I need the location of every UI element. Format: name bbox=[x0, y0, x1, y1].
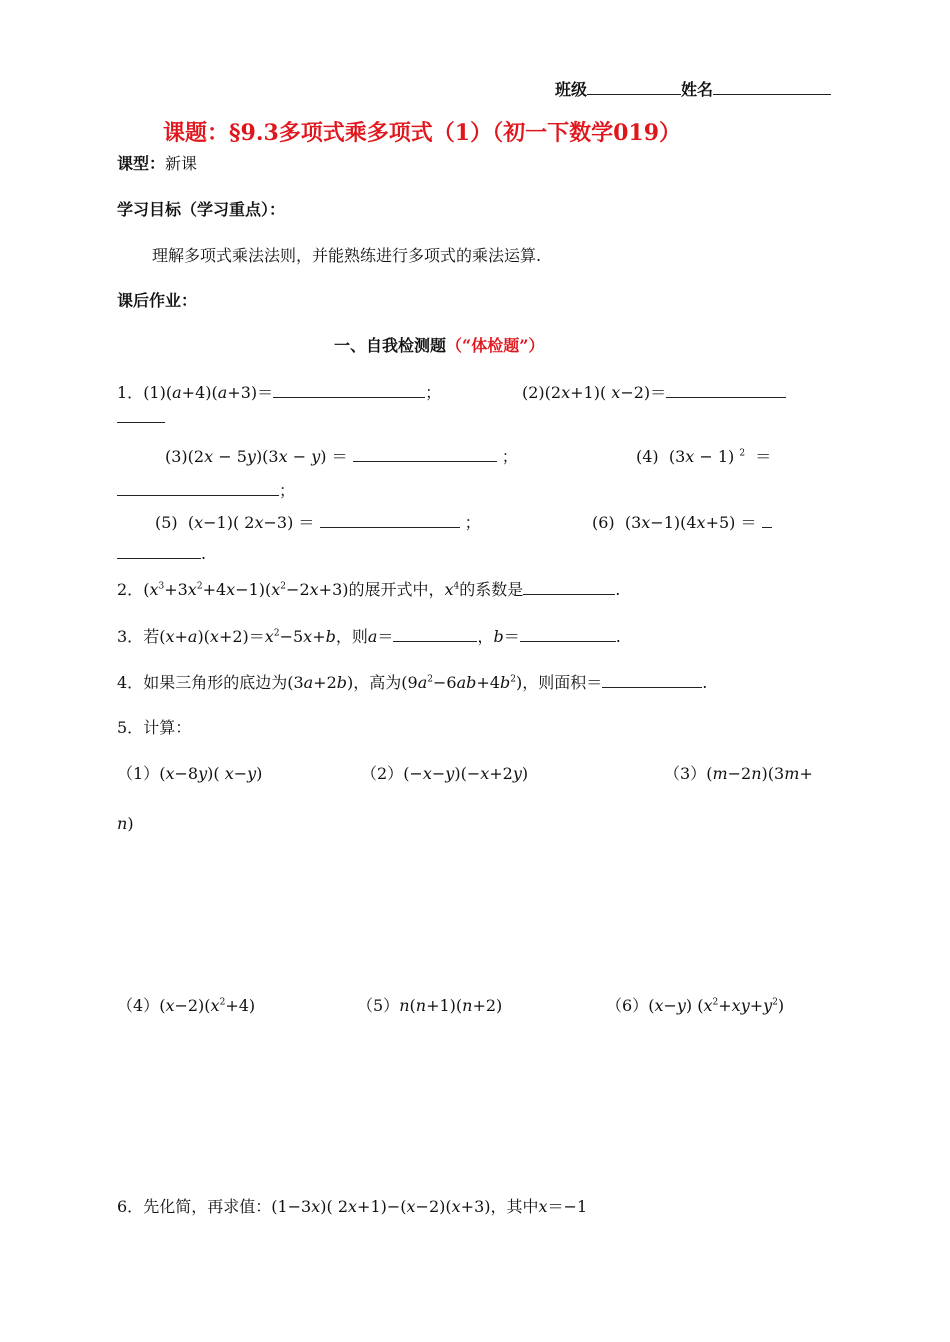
q1-part2-blank-cont[interactable] bbox=[117, 412, 165, 423]
q1-line1-left: 1．(1)(a+4)(a+3)＝ ； bbox=[117, 383, 442, 402]
q6-where: ，其中 bbox=[490, 1197, 539, 1216]
lesson-type bbox=[117, 151, 197, 174]
q1-part4-label: (4) bbox=[636, 447, 659, 466]
q6-line: 6．先化简，再求值：(1−3x)( 2x+1)−(x−2)(x+3)，其中x＝−1 bbox=[117, 1197, 588, 1216]
q2-number: 2． bbox=[117, 580, 144, 599]
q1-line3-left: (5) (x−1)( 2x−3) ＝ ； bbox=[155, 513, 481, 532]
q5-number: 5． bbox=[117, 718, 144, 737]
q1-part2-label: (2) bbox=[522, 383, 545, 402]
q1-part6-label: (6) bbox=[592, 513, 615, 532]
q5-part3-cont: n) bbox=[117, 814, 134, 833]
header-class-name bbox=[555, 77, 831, 100]
q1-part2-blank[interactable] bbox=[666, 383, 786, 398]
page-title: 课题：§9.3多项式乘多项式（1）（初一下数学019） bbox=[163, 120, 682, 146]
lesson-type-value: 新课 bbox=[165, 154, 198, 173]
objectives-heading: 学习目标（学习重点）： bbox=[117, 200, 286, 219]
section1-heading bbox=[334, 333, 544, 356]
q5-part4: $(4)(x-2)(x^2+4)$ bbox=[117, 996, 256, 1015]
q5-part1: （1）(x−8y)( x−y) bbox=[117, 764, 263, 783]
q2-blank[interactable] bbox=[523, 580, 615, 595]
q6-number: 6． bbox=[117, 1197, 144, 1216]
q5-part5-label: （5） bbox=[357, 996, 400, 1015]
objectives-text: 理解多项式乘法法则，并能熟练进行多项式的乘法运算. bbox=[152, 246, 542, 265]
lesson-type-label: 课型： bbox=[117, 154, 166, 173]
q1-part6-blank-cont[interactable] bbox=[117, 544, 201, 559]
q3-blank-b[interactable] bbox=[520, 627, 616, 642]
q3-text: 若 bbox=[143, 627, 160, 646]
q1-part3-label: (3) bbox=[165, 447, 188, 466]
q4-number: 4． bbox=[117, 673, 144, 692]
q1-line2-right: (4) (3x − 1) $^2$ ＝ bbox=[636, 447, 772, 466]
q1-part4-blank-line: ； bbox=[117, 478, 295, 501]
section1-title: 一、自我检测题 bbox=[334, 336, 447, 355]
q3-then: ，则 bbox=[335, 627, 368, 646]
q6-text: 先化简，再求值： bbox=[143, 1197, 272, 1216]
q1-part6-blank[interactable] bbox=[762, 513, 772, 528]
q1-line1-right: (2)(2x+1)( x−2)＝ bbox=[522, 380, 786, 403]
q5-part6-label: （6） bbox=[606, 996, 649, 1015]
q1-part3-blank[interactable] bbox=[353, 447, 497, 462]
homework-heading: 课后作业： bbox=[117, 291, 198, 310]
q1-part1-label: (1) bbox=[143, 383, 166, 402]
q4-line: 4．如果三角形的底边为(3a+2b)，高为$(9a^2-6ab+4b^2)$，则面积＝ . bbox=[117, 673, 708, 692]
q3-line: 3．若$(x+a)(x+2)=x^2-5x+b$，则a＝ ，b＝ . bbox=[117, 627, 621, 646]
q5-label: 计算： bbox=[143, 718, 192, 737]
q4-text2: ，高为 bbox=[353, 673, 402, 692]
q2-text-mid: 的展开式中， bbox=[348, 580, 445, 599]
q4-blank[interactable] bbox=[602, 673, 702, 688]
q1-line3-right: (6) (3x−1)(4x+5) ＝ bbox=[592, 510, 772, 533]
q5-part4-label: （4） bbox=[117, 996, 160, 1015]
q1-part5-label: (5) bbox=[155, 513, 178, 532]
q2-line: 2．$(x^3+3x^2+4x-1)(x^2-2x+3)$的展开式中，$x^4$的系数是 . bbox=[117, 580, 621, 599]
q1-line2-left: (3)(2x − 5y)(3x − y) ＝ ； bbox=[165, 447, 518, 466]
class-blank[interactable] bbox=[587, 80, 681, 95]
q5-heading bbox=[117, 715, 191, 738]
q1-part4-blank[interactable] bbox=[117, 481, 279, 496]
q1-part6-blank-line: . bbox=[117, 544, 206, 563]
q5-part2: （2）(−x−y)(−x+2y) bbox=[361, 764, 529, 783]
q3-number: 3． bbox=[117, 627, 144, 646]
name-label: 姓名 bbox=[681, 80, 714, 99]
q2-text-end: 的系数是 bbox=[459, 580, 524, 599]
section1-subtitle: （“体检题”） bbox=[446, 336, 545, 355]
q5-part2-label: （2） bbox=[361, 764, 404, 783]
q1-number: 1． bbox=[117, 383, 144, 402]
q4-text3: ，则面积＝ bbox=[522, 673, 603, 692]
q1-part5-blank[interactable] bbox=[320, 513, 460, 528]
class-label: 班级 bbox=[555, 80, 588, 99]
q5-part3: （3）(m−2n)(3m+ bbox=[664, 764, 813, 783]
q4-text1: 如果三角形的底边为 bbox=[143, 673, 288, 692]
q5-part5: （5）n(n+1)(n+2) bbox=[357, 996, 503, 1015]
q5-part3-label: （3） bbox=[664, 764, 707, 783]
q5-part6: （6）(x−y) $(x^2+xy+y^2)$ bbox=[606, 996, 785, 1015]
name-blank[interactable] bbox=[713, 80, 831, 95]
q3-blank-a[interactable] bbox=[393, 627, 477, 642]
q5-part1-label: （1） bbox=[117, 764, 160, 783]
q1-part1-blank[interactable] bbox=[273, 383, 425, 398]
